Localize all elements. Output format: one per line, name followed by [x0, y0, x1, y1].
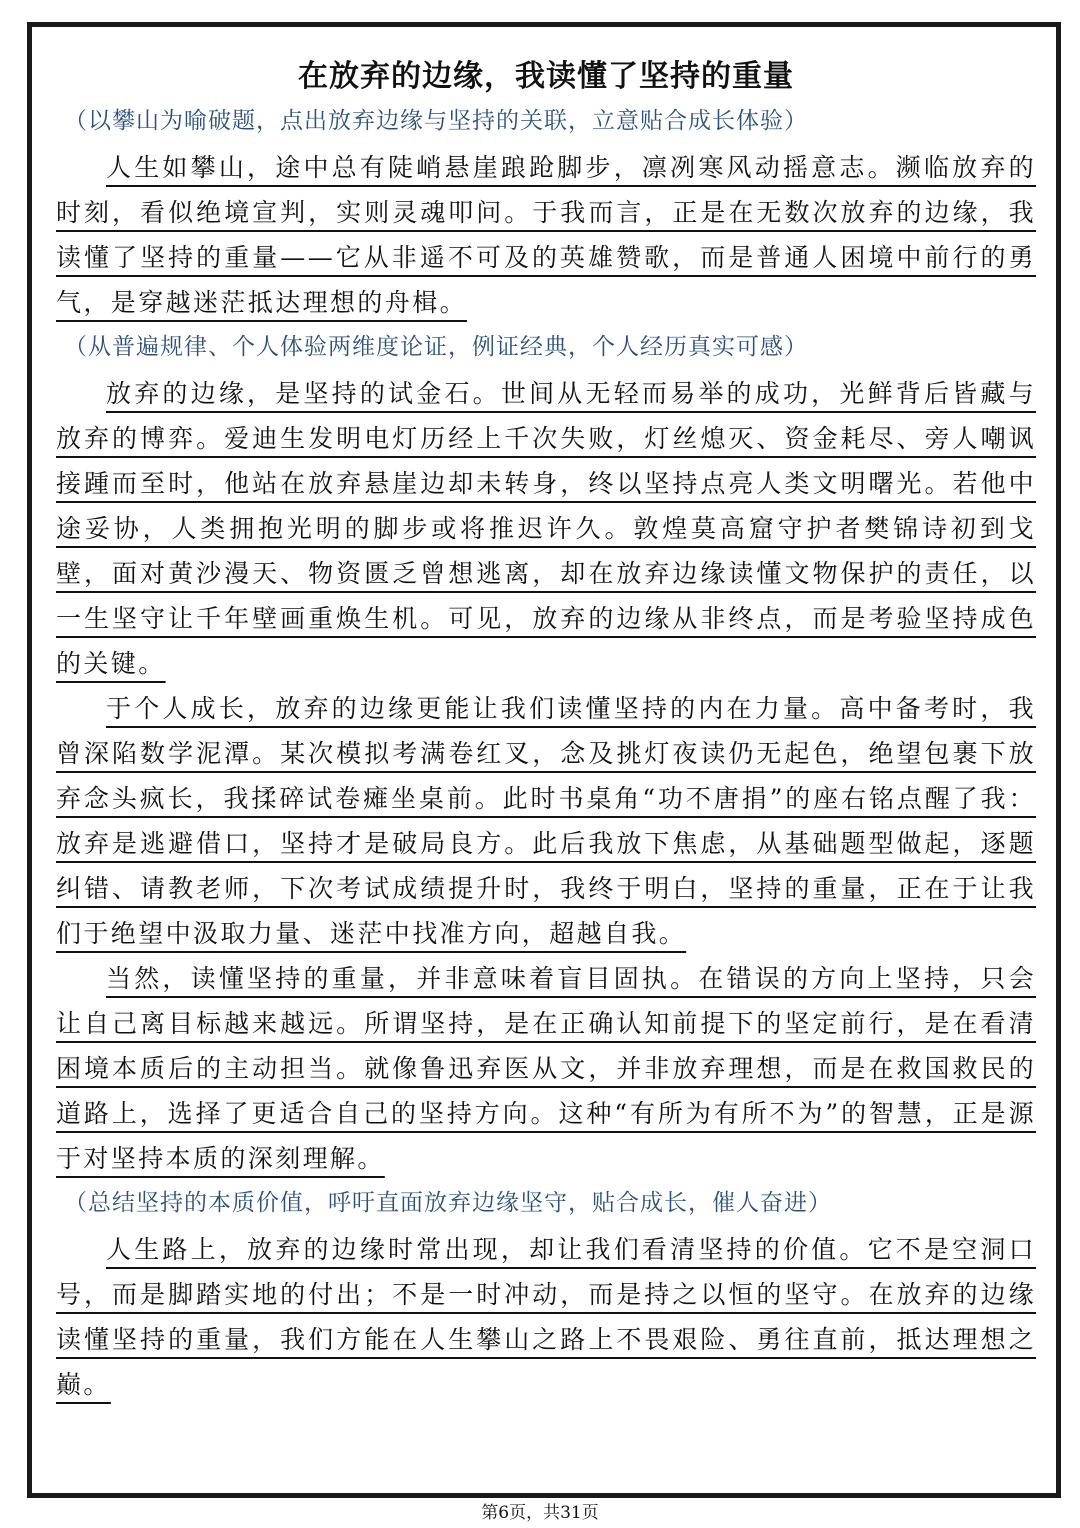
annotation-intro: （以攀山为喻破题，点出放弃边缘与坚持的关联，立意贴合成长体验）	[64, 108, 808, 134]
annotation-conclusion: （总结坚持的本质价值，呼吁直面放弃边缘坚守，贴合成长，催人奋进）	[64, 1190, 832, 1216]
annotation-body: （从普遍规律、个人体验两维度论证，例证经典，个人经历真实可感）	[64, 334, 808, 360]
essay-content	[56, 55, 1036, 1407]
paragraph-intro: 人生如攀山，途中总有陡峭悬崖踉跄脚步，凛冽寒风动摇意志。濒临放弃的时刻，看似绝境宣判，实则灵魂叩问。于我而言，正是在无数次放弃的边缘，我读懂了坚持的重量——它从非遥不可及的英雄赞歌，而是普通人困境中前行的勇气，是穿越迷茫抵达理想的舟楫。	[56, 153, 1036, 317]
page-frame	[27, 22, 1061, 1498]
paragraph-body-1: 放弃的边缘，是坚持的试金石。世间从无轻而易举的成功，光鲜背后皆藏与放弃的博弈。爱迪生发明电灯历经上千次失败，灯丝熄灭、资金耗尽、旁人嘲讽接踵而至时，他站在放弃悬崖边却未转身，终以坚持点亮人类文明曙光。若他中途妥协，人类拥抱光明的脚步或将推迟许久。敦煌莫高窟守护者樊锦诗初到戈壁，面对黄沙漫天、物资匮乏曾想逃离，却在放弃边缘读懂文物保护的责任，以一生坚守让千年壁画重焕生机。可见，放弃的边缘从非终点，而是考验坚持成色的关键。	[56, 379, 1036, 678]
paragraph-body-3: 当然，读懂坚持的重量，并非意味着盲目固执。在错误的方向上坚持，只会让自己离目标越来越远。所谓坚持，是在正确认知前提下的坚定前行，是在看清困境本质后的主动担当。就像鲁迅弃医从文，并非放弃理想，而是在救国救民的道路上，选择了更适合自己的坚持方向。这种“有所为有所不为”的智慧，正是源于对坚持本质的深刻理解。	[56, 964, 1036, 1173]
paragraph-conclusion: 人生路上，放弃的边缘时常出现，却让我们看清坚持的价值。它不是空洞口号，而是脚踏实地的付出；不是一时冲动，而是持之以恒的坚守。在放弃的边缘读懂坚持的重量，我们方能在人生攀山之路上不畏艰险、勇往直前，抵达理想之巅。	[56, 1235, 1036, 1399]
essay-title: 在放弃的边缘，我读懂了坚持的重量	[298, 59, 794, 94]
paragraph-body-2: 于个人成长，放弃的边缘更能让我们读懂坚持的内在力量。高中备考时，我曾深陷数学泥潭。某次模拟考满卷红叉，念及挑灯夜读仍无起色，绝望包裹下放弃念头疯长，我揉碎试卷瘫坐桌前。此时书桌角“功不唐捐”的座右铭点醒了我：放弃是逃避借口，坚持才是破局良方。此后我放下焦虑，从基础题型做起，逐题纠错、请教老师，下次考试成绩提升时，我终于明白，坚持的重量，正在于让我们于绝望中汲取力量、迷茫中找准方向，超越自我。	[56, 694, 1036, 948]
page-number: 第6页，共31页	[481, 1503, 599, 1523]
